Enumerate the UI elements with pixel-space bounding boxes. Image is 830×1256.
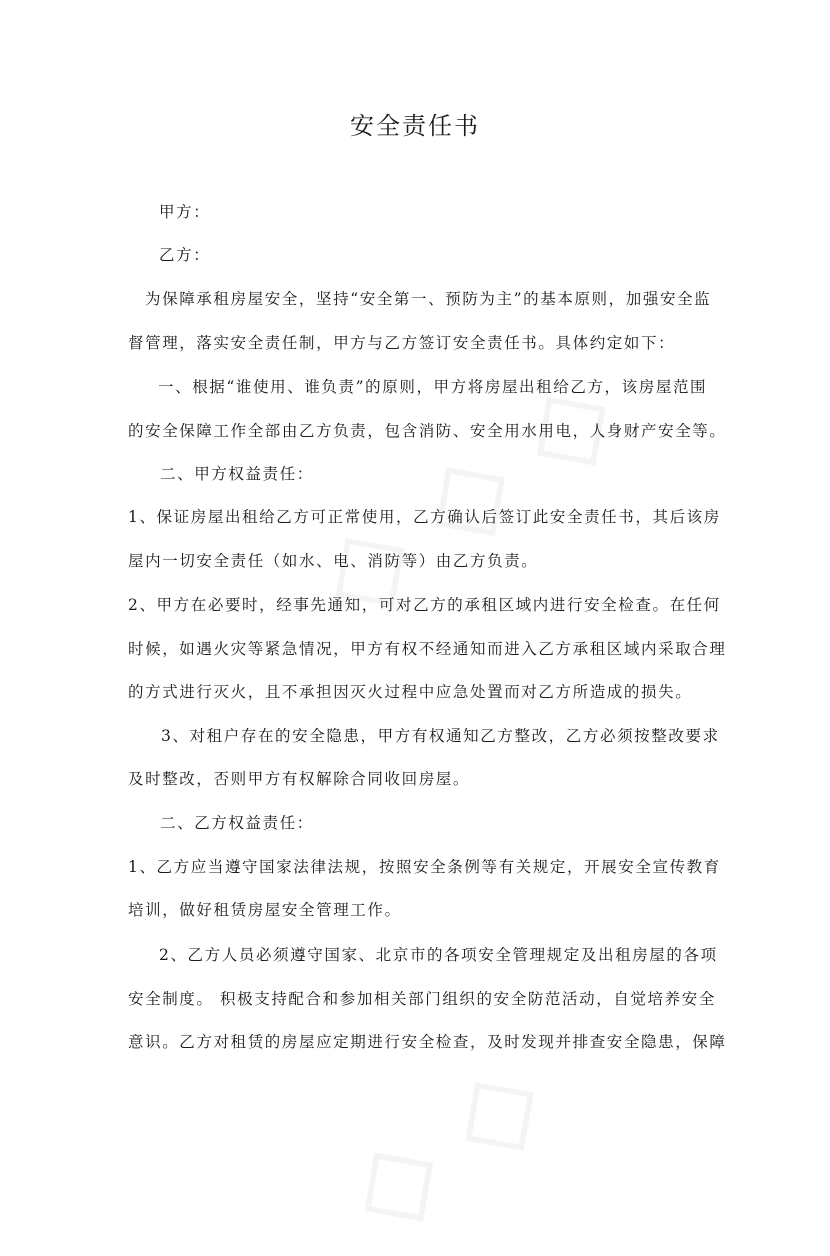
- party-b-item-1-line-1: 1、乙方应当遵守国家法律法规，按照安全条例等有关规定，开展安全宣传教育: [128, 858, 721, 876]
- party-a-item-1-line-1: 1、保证房屋出租给乙方可正常使用，乙方确认后签订此安全责任书，其后该房: [128, 508, 721, 526]
- clause-1-line-1: 一、根据“谁使用、谁负责”的原则，甲方将房屋出租给乙方，该房屋范围: [158, 378, 708, 396]
- party-b-label: 乙方：: [159, 246, 211, 264]
- clause-1-line-2: 的安全保障工作全部由乙方负责，包含消防、安全用水用电，人身财产安全等。: [128, 422, 727, 440]
- party-a-item-2-line-3: 的方式进行灭火，且不承担因灭火过程中应急处置而对乙方所造成的损失。: [128, 683, 693, 701]
- party-a-item-2-line-1: 2、甲方在必要时，经事先通知，可对乙方的承租区域内进行安全检查。在任何: [128, 596, 721, 614]
- watermark-mark: [322, 1032, 565, 1256]
- party-a-label: 甲方：: [159, 203, 211, 221]
- party-a-item-3-line-1: 3、对租户存在的安全隐患，甲方有权通知乙方整改，乙方必须按整改要求: [161, 727, 720, 745]
- intro-line-2: 督管理，落实安全责任制，甲方与乙方签订安全责任书。具体约定如下：: [128, 334, 676, 352]
- party-b-item-2-line-3: 意识。乙方对租赁的房屋应定期进行安全检查，及时发现并排查安全隐患，保障: [128, 1033, 727, 1051]
- section-party-a-heading: 二、甲方权益责任：: [160, 465, 314, 483]
- intro-line-1: 为保障承租房屋安全，坚持“安全第一、预防为主”的基本原则，加强安全监: [145, 290, 712, 308]
- party-b-item-2-line-2: 安全制度。 积极支持配合和参加相关部门组织的安全防范活动，自觉培养安全: [128, 990, 716, 1008]
- party-a-item-3-line-2: 及时整改，否则甲方有权解除合同收回房屋。: [128, 770, 471, 788]
- section-party-b-heading: 二、乙方权益责任：: [160, 814, 314, 832]
- party-b-item-1-line-2: 培训，做好租赁房屋安全管理工作。: [128, 901, 402, 919]
- party-b-item-2-line-1: 2、乙方人员必须遵守国家、北京市的各项安全管理规定及出租房屋的各项: [159, 946, 718, 964]
- party-a-item-2-line-2: 时候，如遇火灾等紧急情况，甲方有权不经通知而进入乙方承租区域内采取合理: [128, 640, 727, 658]
- party-a-item-1-line-2: 屋内一切安全责任（如水、电、消防等）由乙方负责。: [128, 552, 539, 570]
- document-title: 安全责任书: [350, 112, 480, 140]
